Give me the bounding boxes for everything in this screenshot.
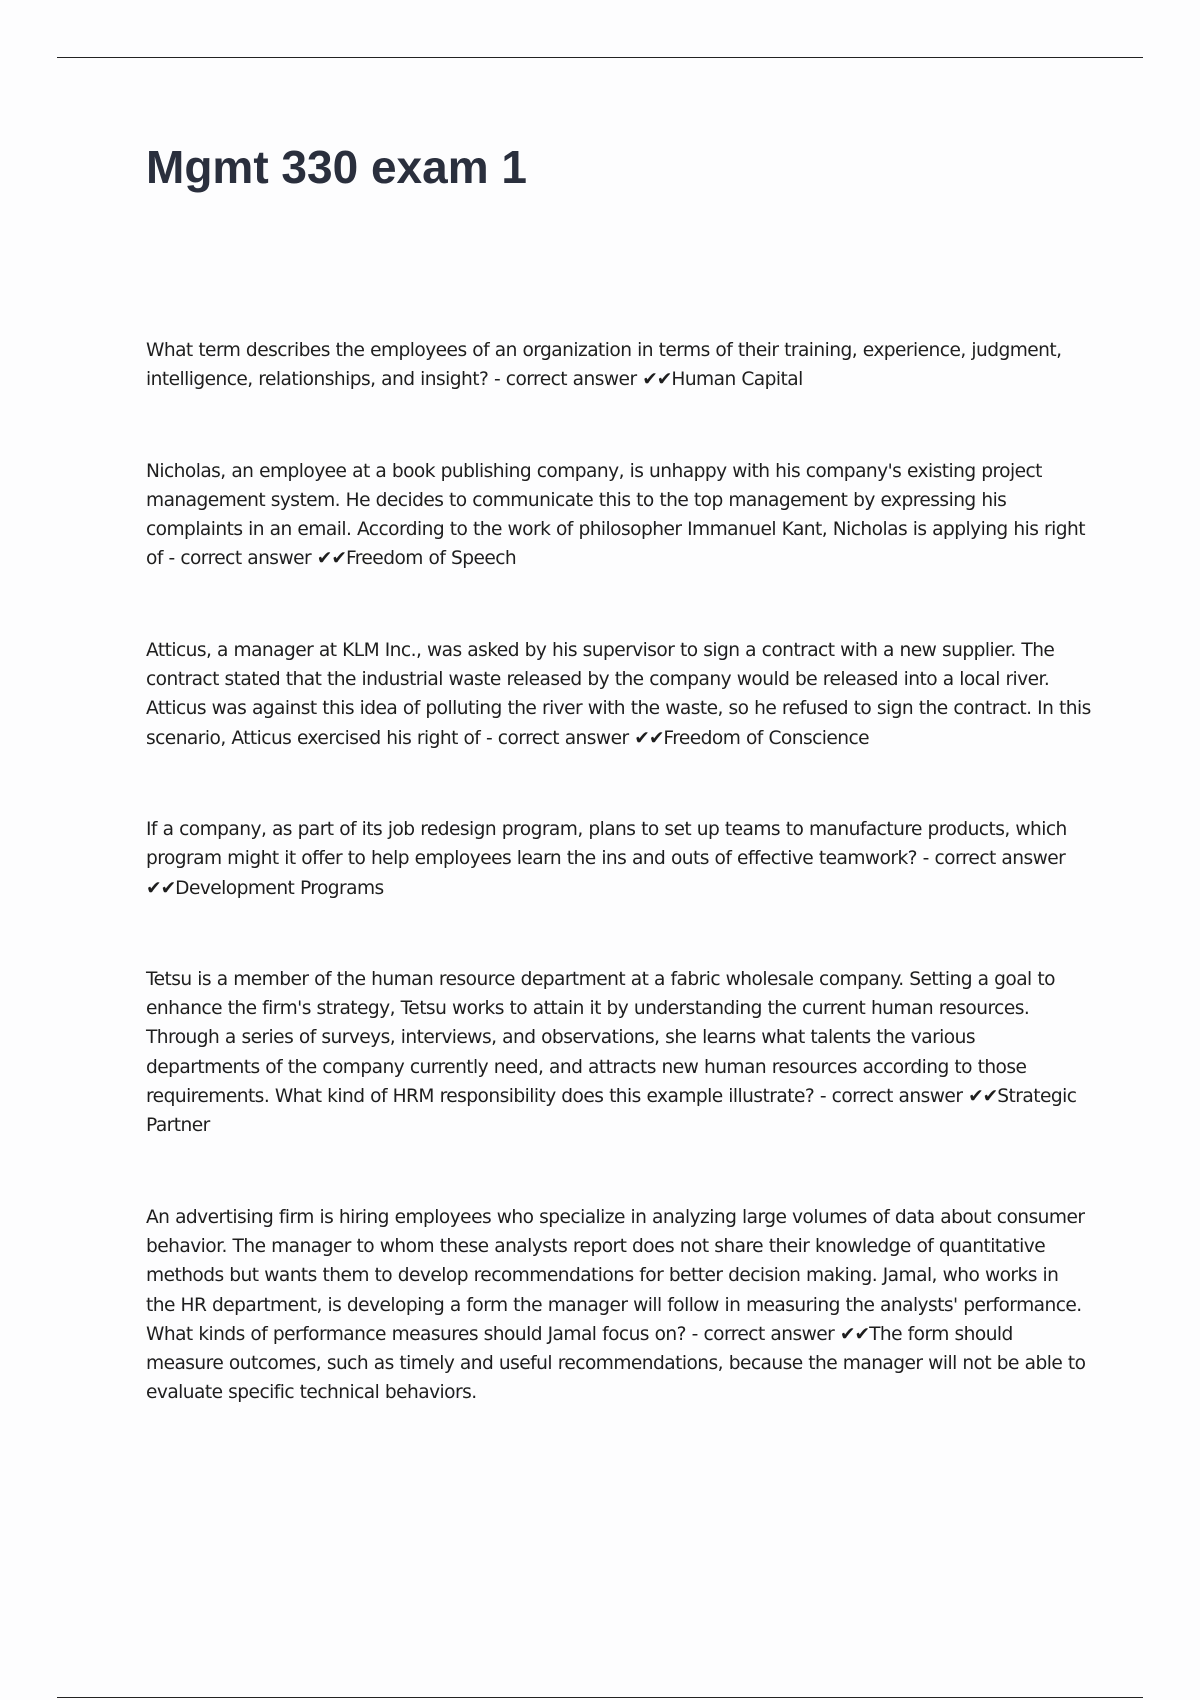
- check-mark-icon: ✔✔: [634, 727, 664, 749]
- answer-text: Freedom of Speech: [345, 548, 517, 570]
- check-mark-icon: ✔✔: [642, 369, 672, 391]
- document-title: Mgmt 330 exam 1: [146, 141, 527, 193]
- answer-label: correct answer: [497, 727, 629, 749]
- check-mark-icon: ✔✔: [839, 1323, 870, 1345]
- answer-text: Strategic Partner: [146, 1086, 1077, 1137]
- top-rule: [57, 57, 1143, 58]
- qa-item: If a company, as part of its job redesign program, plans to set up teams to manufacture products, which program might it offer to help employees learn the ins and outs of effective teamwork? - correct answer ✔✔Development Programs: [146, 818, 1067, 899]
- question-text: Atticus, a manager at KLM Inc., was asked by his supervisor to sign a contract with a new supplier. The contract stated that the industrial waste released by the company would be released into a local river. Atticus was against this idea of polluting the river with the waste, so he refused to sign the contract. In this scenario, Atticus exercised his right of: [146, 639, 1091, 749]
- answer-text: The form should measure outcomes, such as timely and useful recommendations, because the manager will not be able to evaluate specific technical behaviors.: [146, 1323, 1086, 1404]
- answer-label: correct answer: [934, 848, 1066, 870]
- answer-text: Freedom of Conscience: [663, 727, 870, 749]
- qa-list: [146, 336, 1091, 1470]
- answer-label: correct answer: [505, 369, 637, 391]
- question-text: Tetsu is a member of the human resource department at a fabric wholesale company. Setting a goal to enhance the firm's strategy, Tetsu works to attain it by understanding the current human resources. Through a series of surveys, interviews, and observations, she learns what talents the various departments of the company currently need, and attracts new human resources according to those requirements. What kind of HRM responsibility does this example illustrate?: [146, 968, 1055, 1108]
- answer-label: correct answer: [180, 548, 312, 570]
- qa-item: Tetsu is a member of the human resource department at a fabric wholesale company. Setting a goal to enhance the firm's strategy, Tetsu works to attain it by understanding the current human resources. Through a series of surveys, interviews, and observations, she learns what talents the various departments of the company currently need, and attracts new human resources according to those requirements. What kind of HRM responsibility does this example illustrate? - correct answer ✔✔Strategic Partner: [146, 968, 1077, 1137]
- question-text: An advertising firm is hiring employees who specialize in analyzing large volumes of data about consumer behavior. The manager to whom these analysts report does not share their knowledge of quantitative methods but wants them to develop recommendations for better decision making. Jamal, who works in the HR department, is developing a form the manager will follow in measuring the analysts' performance. What kinds of performance measures should Jamal focus on?: [146, 1206, 1085, 1345]
- qa-item: Atticus, a manager at KLM Inc., was asked by his supervisor to sign a contract with a new supplier. The contract stated that the industrial waste released by the company would be released into a local river. Atticus was against this idea of polluting the river with the waste, so he refused to sign the contract. In this scenario, Atticus exercised his right of - correct answer ✔✔Freedom of Conscience: [146, 639, 1091, 749]
- qa-item: Nicholas, an employee at a book publishing company, is unhappy with his company's existing project management system. He decides to communicate this to the top management by expressing his complaints in an email. According to the work of philosopher Immanuel Kant, Nicholas is applying his right of - correct answer ✔✔Freedom of Speech: [146, 460, 1085, 570]
- answer-label: correct answer: [831, 1086, 963, 1108]
- question-text: If a company, as part of its job redesign program, plans to set up teams to manufacture products, which program might it offer to help employees learn the ins and outs of effective teamwork?: [146, 818, 1067, 870]
- qa-item: What term describes the employees of an organization in terms of their training, experience, judgment, intelligence, relationships, and insight? - correct answer ✔✔Human Capital: [146, 340, 1062, 391]
- answer-text: Development Programs: [175, 877, 384, 899]
- answer-text: Human Capital: [671, 369, 803, 391]
- bottom-rule: [57, 1697, 1143, 1698]
- qa-item: An advertising firm is hiring employees who specialize in analyzing large volumes of data about consumer behavior. The manager to whom these analysts report does not share their knowledge of quantitative methods but wants them to develop recommendations for better decision making. Jamal, who works in the HR department, is developing a form the manager will follow in measuring the analysts' performance. What kinds of performance measures should Jamal focus on? - correct answer ✔✔The form should measure outcomes, such as timely and useful recommendations, because the manager will not be able to evaluate specific technical behaviors.: [146, 1206, 1086, 1404]
- check-mark-icon: ✔✔: [316, 548, 346, 570]
- answer-label: correct answer: [703, 1323, 835, 1345]
- check-mark-icon: ✔✔: [968, 1086, 998, 1108]
- question-text: What term describes the employees of an organization in terms of their training, experience, judgment, intelligence, relationships, and insight?: [146, 340, 1062, 391]
- check-mark-icon: ✔✔: [146, 877, 176, 899]
- question-text: Nicholas, an employee at a book publishing company, is unhappy with his company's existing project management system. He decides to communicate this to the top management by expressing his complaints in an email. According to the work of philosopher Immanuel Kant, Nicholas is applying his right of: [146, 460, 1085, 570]
